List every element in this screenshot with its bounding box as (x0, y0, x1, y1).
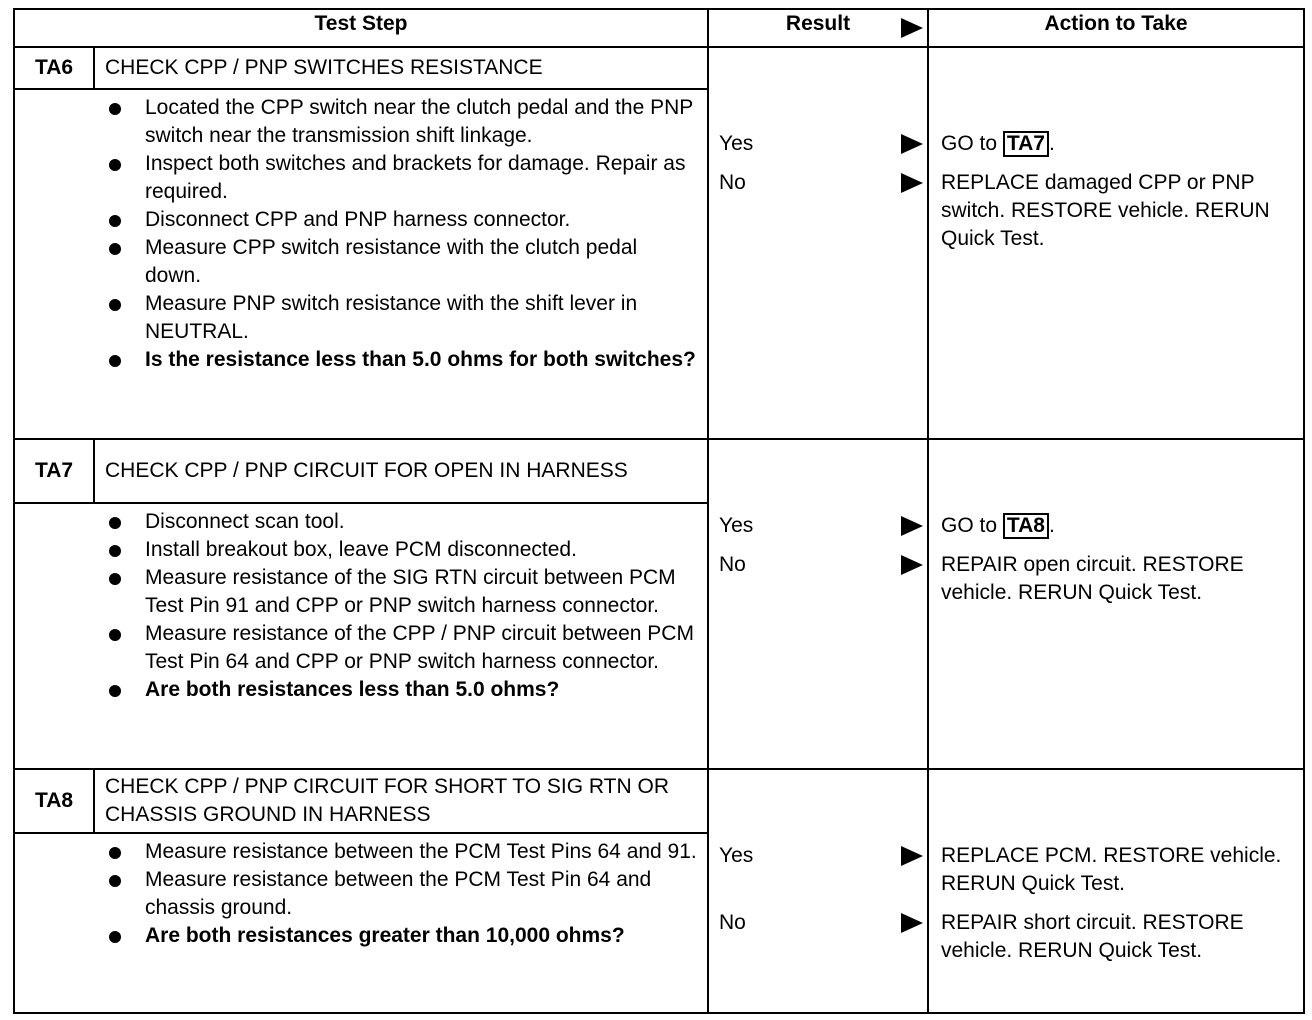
list-item: Measure resistance between the PCM Test Pins 64 and 91. (105, 838, 697, 866)
step-body (14, 89, 708, 439)
diagnostic-table (13, 8, 1305, 1014)
bullet-icon (109, 299, 121, 311)
bullet-icon (109, 517, 121, 529)
header-action: Action to Take (928, 9, 1304, 47)
bullet-icon (109, 103, 121, 115)
list-item: Measure CPP switch resistance with the clutch pedal down. (105, 234, 697, 290)
result-label: No (719, 553, 746, 576)
step-id: TA6 (14, 47, 94, 89)
result-label: Yes (719, 844, 754, 867)
bullet-icon (109, 243, 121, 255)
action-no: REPAIR short circuit. RESTORE vehicle. RERUN Quick Test. (941, 911, 1244, 962)
arrow-right-icon (901, 18, 923, 38)
action-suffix: . (1049, 132, 1055, 155)
step-ta6-title-row (14, 47, 1304, 89)
step-question: Is the resistance less than 5.0 ohms for both switches? (105, 346, 697, 374)
bullet-icon (109, 159, 121, 171)
list-item: Measure resistance of the CPP / PNP circuit between PCM Test Pin 64 and CPP or PNP switch harness connector. (105, 620, 697, 676)
step-reference-ta7[interactable]: TA7 (1003, 131, 1049, 157)
result-label: No (719, 911, 746, 934)
result-yes (719, 130, 923, 158)
step-list (15, 838, 697, 950)
list-item: Disconnect scan tool. (105, 508, 697, 536)
result-label: Yes (719, 514, 754, 537)
step-reference-ta8[interactable]: TA8 (1003, 513, 1049, 539)
bullet-icon (109, 931, 121, 943)
step-body (14, 833, 708, 1013)
step-title: CHECK CPP / PNP SWITCHES RESISTANCE (94, 47, 708, 89)
step-ta6-results (708, 47, 928, 439)
step-ta8-results (708, 769, 928, 1013)
bullet-icon (109, 875, 121, 887)
list-item: Located the CPP switch near the clutch pedal and the PNP switch near the transmission shift linkage. (105, 94, 697, 150)
action-suffix: . (1049, 514, 1055, 537)
bullet-icon (109, 685, 121, 697)
result-no (719, 551, 923, 579)
step-ta6-actions (928, 47, 1304, 439)
result-yes (719, 512, 923, 540)
list-item: Measure resistance of the SIG RTN circuit between PCM Test Pin 91 and CPP or PNP switch harness connector. (105, 564, 697, 620)
result-label: Yes (719, 132, 754, 155)
step-ta7-results (708, 439, 928, 769)
arrow-right-icon (901, 846, 923, 866)
list-item: Measure PNP switch resistance with the shift lever in NEUTRAL. (105, 290, 697, 346)
bullet-icon (109, 847, 121, 859)
result-yes (719, 842, 923, 870)
action-yes (941, 512, 1297, 540)
step-title: CHECK CPP / PNP CIRCUIT FOR SHORT TO SIG RTN OR CHASSIS GROUND IN HARNESS (94, 769, 708, 833)
arrow-right-icon (901, 516, 923, 536)
header-test-step: Test Step (14, 9, 708, 47)
step-question: Are both resistances greater than 10,000 ohms? (105, 922, 697, 950)
header-row (14, 9, 1304, 47)
step-title: CHECK CPP / PNP CIRCUIT FOR OPEN IN HARNESS (94, 439, 708, 503)
arrow-right-icon (901, 173, 923, 193)
header-result (708, 9, 928, 47)
arrow-right-icon (901, 134, 923, 154)
action-yes (941, 130, 1297, 158)
bullet-icon (109, 545, 121, 557)
step-body (14, 503, 708, 769)
step-ta8-title-row (14, 769, 1304, 833)
step-question: Are both resistances less than 5.0 ohms? (105, 676, 697, 704)
step-id: TA8 (14, 769, 94, 833)
step-list (15, 508, 697, 704)
arrow-right-icon (901, 555, 923, 575)
test-procedure-sheet (13, 8, 1303, 1010)
action-yes: REPLACE PCM. RESTORE vehicle. RERUN Quick Test. (941, 844, 1282, 895)
bullet-icon (109, 629, 121, 641)
step-list (15, 94, 697, 374)
list-item: Measure resistance between the PCM Test Pin 64 and chassis ground. (105, 866, 697, 922)
bullet-icon (109, 215, 121, 227)
step-ta8-actions (928, 769, 1304, 1013)
list-item: Disconnect CPP and PNP harness connector. (105, 206, 697, 234)
step-ta7-title-row (14, 439, 1304, 503)
list-item: Install breakout box, leave PCM disconnected. (105, 536, 697, 564)
action-text: GO to (941, 132, 998, 155)
result-label: No (719, 171, 746, 194)
action-no: REPLACE damaged CPP or PNP switch. RESTORE vehicle. RERUN Quick Test. (941, 171, 1270, 250)
action-text: GO to (941, 514, 998, 537)
header-result-label: Result (785, 12, 851, 35)
bullet-icon (109, 355, 121, 367)
result-no (719, 909, 923, 937)
result-no (719, 169, 923, 197)
action-no: REPAIR open circuit. RESTORE vehicle. RERUN Quick Test. (941, 553, 1244, 604)
list-item: Inspect both switches and brackets for damage. Repair as required. (105, 150, 697, 206)
arrow-right-icon (901, 913, 923, 933)
step-id: TA7 (14, 439, 94, 503)
bullet-icon (109, 573, 121, 585)
step-ta7-actions (928, 439, 1304, 769)
